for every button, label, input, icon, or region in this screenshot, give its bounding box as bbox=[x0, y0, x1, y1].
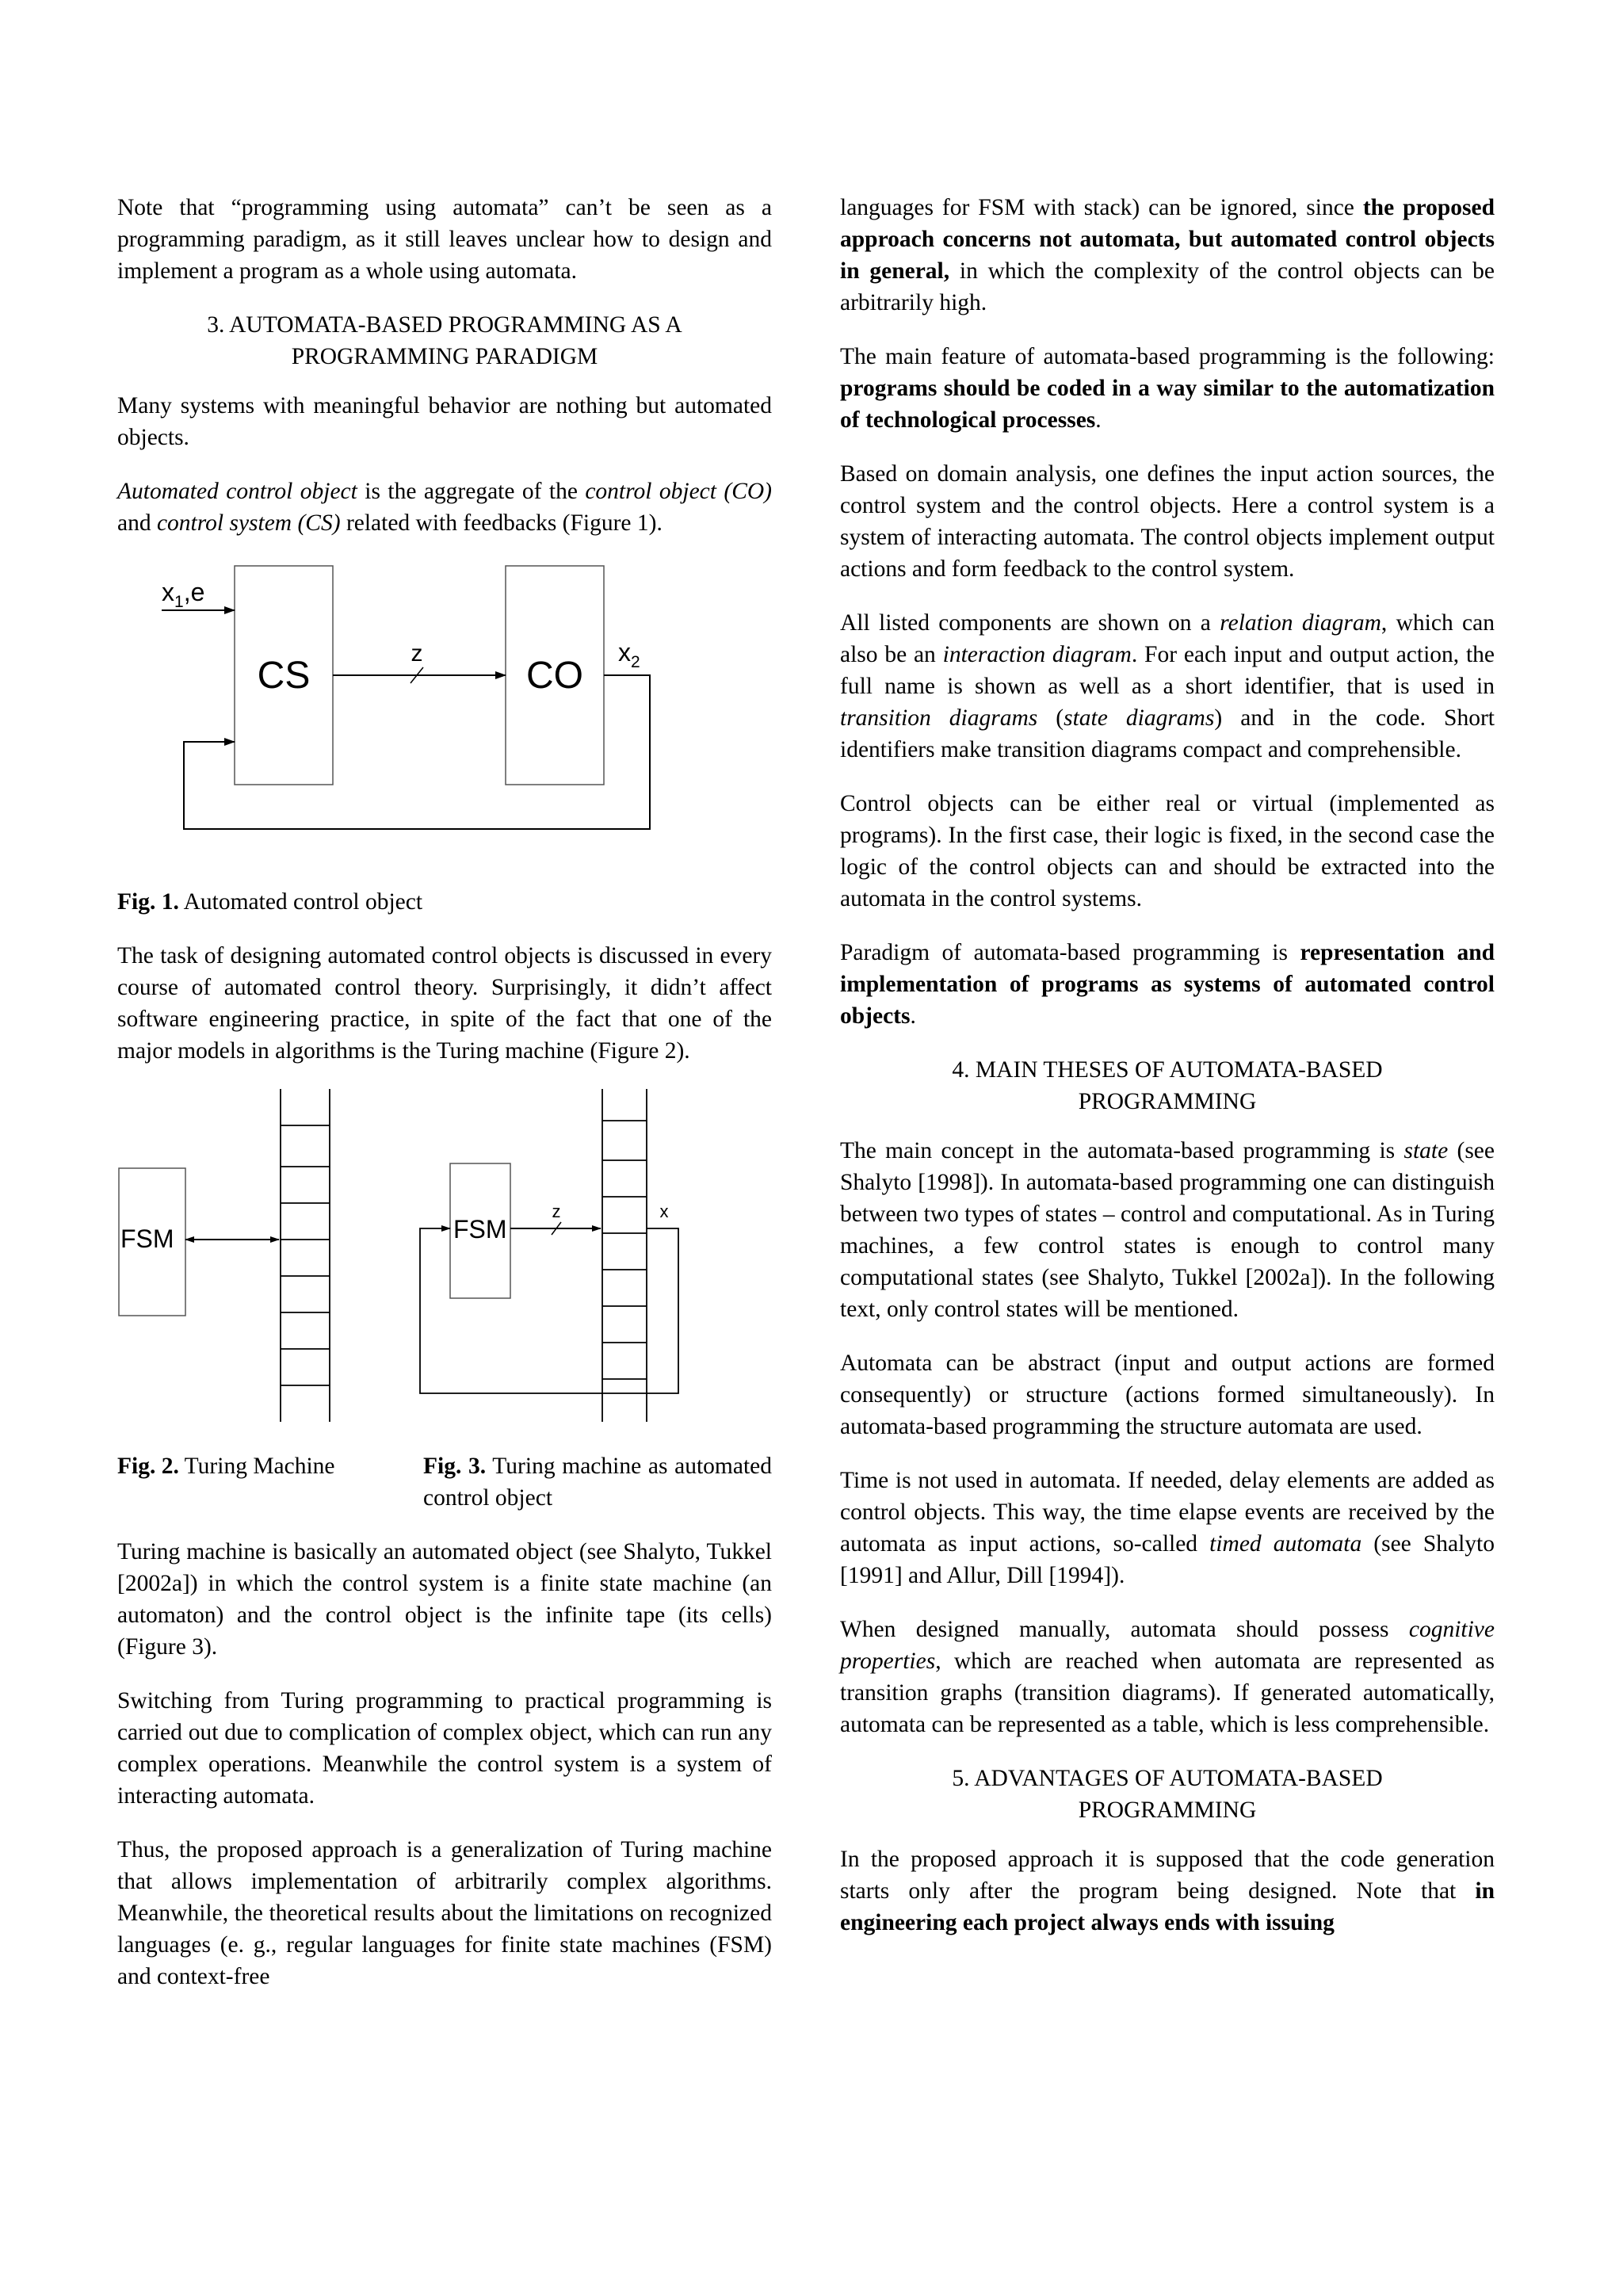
input-label: $x_1,e$ bbox=[162, 578, 205, 611]
z-label-fig3: z bbox=[552, 1201, 561, 1221]
paragraph: Automata can be abstract (input and output actions are formed consequently) or structure (actions formed simultaneously). In automata-based programming the structure automata are used. bbox=[840, 1350, 1495, 1439]
figure-2-caption: Fig. 2. Turing Machine bbox=[117, 1454, 335, 1479]
feedback-line-fig3 bbox=[420, 1228, 678, 1393]
paragraph: languages for FSM with stack) can be ignored, since the proposed approach concerns not automata, but automated control objects in general, in which the complexity of the control objects can be arbitrarily high. bbox=[840, 195, 1495, 315]
z-label: z bbox=[411, 640, 423, 667]
x-label-fig3: x bbox=[659, 1201, 669, 1221]
paragraph: Control objects can be either real or virtual (implemented as programs). In the first case, their logic is fixed, in the second case the logic of the control objects can and should be extracted into the automata in the control systems. bbox=[840, 791, 1495, 911]
figure-1-caption: Fig. 1. Automated control object bbox=[117, 889, 423, 915]
figure-2-3-captions bbox=[117, 1450, 772, 1514]
paragraph: Many systems with meaningful behavior are nothing but automated objects. bbox=[117, 393, 772, 450]
feedback-line bbox=[184, 675, 650, 829]
paragraph: Switching from Turing programming to practical programming is carried out due to complication of complex object, which can run any complex operations. Meanwhile the control system is a system of interacting automata. bbox=[117, 1688, 772, 1809]
paragraph: Thus, the proposed approach is a generalization of Turing machine that allows implementation of arbitrarily complex algorithms. Meanwhile, the theoretical results about the limitations on recognized languages (e. g., regular languages for finite state machines (FSM) and context-free bbox=[117, 1837, 772, 1989]
fsm-label-fig3: FSM bbox=[453, 1215, 507, 1244]
fsm-label-fig2: FSM bbox=[120, 1224, 174, 1253]
figure-1-diagram bbox=[117, 561, 772, 846]
paragraph: Note that “programming using automata” can’t be seen as a programming paradigm, as it still leaves unclear how to design and implement a program as a whole using automata. bbox=[117, 195, 772, 284]
paragraph: Based on domain analysis, one defines the input action sources, the control system and the control objects. Here a control system is a system of interacting automata. The control objects implement output actions and form feedback to the control system. bbox=[840, 461, 1495, 582]
paragraph: Paradigm of automata-based programming is representation and implementation of programs as systems of automated control objects. bbox=[840, 940, 1495, 1029]
paragraph: Turing machine is basically an automated object (see Shalyto, Tukkel [2002a]) in which the control system is a finite state machine (an automaton) and the control object is the infinite tape (its cells) (Figure 3). bbox=[117, 1539, 772, 1660]
paragraph: In the proposed approach it is supposed that the code generation starts only after the program being designed. Note that in engineering each project always ends with issuing bbox=[840, 1847, 1495, 1935]
paragraph: The main concept in the automata-based programming is state (see Shalyto [1998]). In automata-based programming one can distinguish between two types of states – control and computational. As in Turing machines, a few control states is enough to control many computational states (see Shalyto, Tukkel [2002a]). In the following text, only control states will be mentioned. bbox=[840, 1138, 1495, 1322]
paragraph: The main feature of automata-based programming is the following: programs should be coded in a way similar to the automatization of technological processes. bbox=[840, 344, 1495, 433]
paragraph: The task of designing automated control objects is discussed in every course of automated control theory. Surprisingly, it didn’t affect software engineering practice, in spite of the fact that one of the major models in algorithms is the Turing machine (Figure 2). bbox=[117, 943, 772, 1064]
figure-2-3-diagram bbox=[117, 1089, 772, 1422]
tape-fig3 bbox=[602, 1089, 647, 1422]
paragraph: All listed components are shown on a relation diagram, which can also be an interaction diagram. For each input and output action, the full name is shown as well as a short identifier, that is used in transition diagrams (state diagrams) and in the code. Short identifiers make transition diagrams compact and comprehensible. bbox=[840, 610, 1495, 762]
figure-3-caption: Fig. 3. Turing machine as automated control object bbox=[423, 1454, 772, 1511]
paragraph: When designed manually, automata should possess cognitive properties, which are reached when automata are represented as transition graphs (transition diagrams). If generated automatically, automata can be represented as a table, which is less comprehensible. bbox=[840, 1617, 1495, 1737]
right-column bbox=[840, 192, 1495, 1961]
left-column bbox=[117, 192, 772, 2015]
cs-label: CS bbox=[257, 655, 311, 697]
section-heading-4: 4. MAIN THESES OF AUTOMATA-BASED PROGRAMMING bbox=[952, 1057, 1383, 1114]
paragraph: Time is not used in automata. If needed, delay elements are added as control objects. This way, the time elapse events are received by the automata as input actions, so-called timed automata (see Shalyto [1991] and Allur, Dill [1994]). bbox=[840, 1468, 1495, 1588]
section-heading-5: 5. ADVANTAGES OF AUTOMATA-BASED PROGRAMMING bbox=[952, 1766, 1383, 1823]
output-label: $x_2$ bbox=[618, 638, 640, 671]
co-label: CO bbox=[526, 655, 583, 697]
paragraph: Automated control object is the aggregate of the control object (CO) and control system (CS) related with feedbacks (Figure 1). bbox=[117, 479, 773, 536]
tape-fig2 bbox=[281, 1089, 330, 1422]
section-heading-3: 3. AUTOMATA-BASED PROGRAMMING AS A PROGRAMMING PARADIGM bbox=[207, 312, 682, 369]
